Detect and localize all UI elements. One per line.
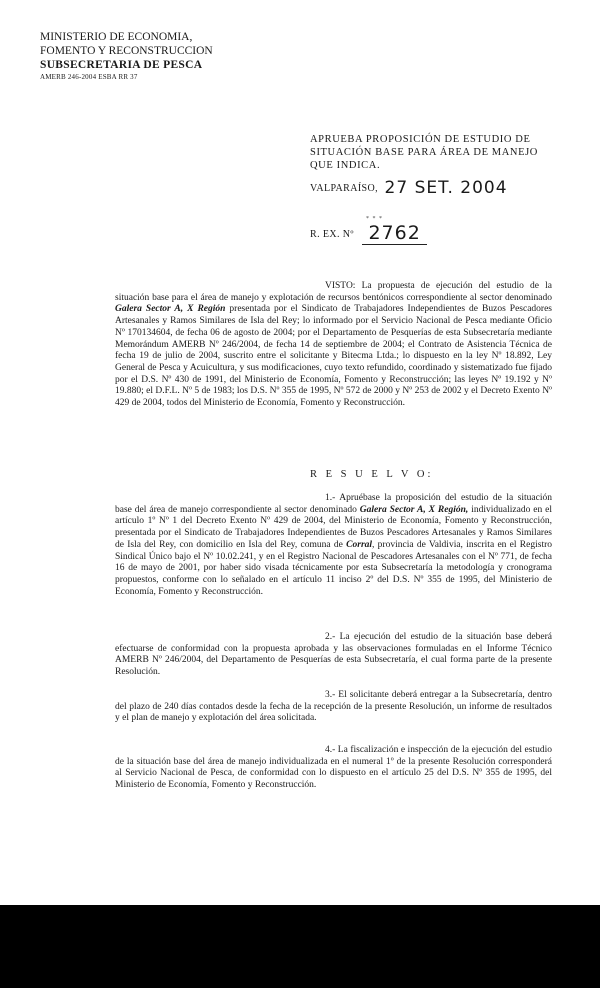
visto-sector-name: Galera Sector A, X Región bbox=[115, 304, 226, 315]
resolution-subject: APRUEBA PROPOSICIÓN DE ESTUDIO DE SITUACIÓN BASE PARA ÁREA DE MANEJO QUE INDICA. bbox=[310, 134, 538, 171]
ministry-name: MINISTERIO DE ECONOMIA, bbox=[40, 31, 193, 43]
resolution-item-4: 4.- La fiscalización e inspección de la ejecución del estudio de la situación base del área de manejo individualizada en el numeral 1º de la presente Resolución corresponderá al Servicio Nacional de Pesca, de conformidad con lo dispuesto en el artículo 25 del D.S. Nº 355 de 1995, del Ministerio de Economía, Fomento y Reconstrucción. bbox=[115, 745, 552, 791]
item-1-text-3: , provincia de Valdivia, inscrita en el Registro Sindical Único bajo el Nº 10.02.241, y en el Registro Nacional de Pescadores Artesanales con el Nº 771, de fecha 16 de mayo de 2001, por haber sido visada técnicamente por esta Subsecretaría la metodología y cronograma propuestos, conforme con lo señalado en el artículo 11 inciso 2º del D.S. Nº 355 de 1995, del Ministerio de Economía, Fomento y Reconstrucción. bbox=[115, 539, 552, 597]
scan-bottom-border bbox=[0, 905, 600, 988]
stamped-date: 27 SET. 2004 bbox=[384, 178, 508, 198]
visto-text-2: presentada por el Sindicato de Trabajadores Independientes de Buzos Pescadores Artesanales y Ramos Similares de Isla del Rey; lo informado por el Servicio Nacional de Pesca mediante Oficio Nº 170134604, de fecha 06 de agosto de 2004; por el Departamento de Pesquerías de esta Subsecretaría mediante Memorándum AMERB Nº 246/2004, de fecha 14 de septiembre de 2004; el Contrato de Asistencia Técnica de fecha 19 de julio de 2004, suscrito entre el solicitante y Bitecma Ltda.; lo dispuesto en la ley Nº 18.892, Ley General de Pesca y Acuicultura, y sus modificaciones, cuyo texto refundido, coordinado y sistematizado fue fijado por el D.S. Nº 430 de 1991, del Ministerio de Economía, Fomento y Reconstrucción; las leyes Nº 19.192 y Nº 19.880; el D.F.L. Nº 5 de 1983; los D.S. Nº 355 de 1995, Nº 572 de 2000 y Nº 253 de 2002 y el Decreto Exento Nº 429 de 2004, todos del Ministerio de Economía, Fomento y Reconstrucción. bbox=[115, 304, 552, 409]
place-date bbox=[310, 178, 508, 198]
item-1-comuna: Corral bbox=[346, 539, 373, 550]
place-name: VALPARAÍSO, bbox=[310, 183, 379, 194]
resolution-item-2: 2.- La ejecución del estudio de la situación base deberá efectuarse de conformidad con la propuesta aprobada y las observaciones formuladas en el Informe Técnico AMERB Nº 246/2004, del Departamento de Pesquerías de esta Subsecretaría, el cual forma parte de la presente Resolución. bbox=[115, 632, 552, 678]
subsecretaria-name: SUBSECRETARIA DE PESCA bbox=[40, 59, 203, 71]
file-reference: AMERB 246-2004 ESBA RR 37 bbox=[40, 73, 138, 81]
item-1-text-1: 1.- Apruébase la proposición del estudio de la situación base del área de manejo correspondiente al sector denominado bbox=[115, 493, 552, 515]
ministry-name-cont: FOMENTO Y RECONSTRUCCION bbox=[40, 45, 213, 57]
item-1-text-2: individualizado en el artículo 1º Nº 1 del Decreto Exento Nº 429 de 2004, del Ministerio de Economía, Fomento y Reconstrucción, presentada por el Sindicato de Trabajadores Independientes de Buzos Pescadores Artesanales y Ramos Similares de Isla del Rey, con domicilio en Isla del Rey, comuna de bbox=[115, 504, 553, 550]
stamp-mark: * * * bbox=[366, 216, 383, 222]
resuelvo-heading: R E S U E L V O: bbox=[310, 469, 434, 480]
item-1-sector-name: Galera Sector A, X Región, bbox=[359, 504, 469, 515]
ministry-header bbox=[40, 30, 230, 82]
resolution-number: 2762 bbox=[362, 222, 426, 245]
resolution-item-1 bbox=[115, 493, 552, 598]
visto-text-1: VISTO: La propuesta de ejecución del estudio de la situación base para el área de manejo y explotación de recursos bentónicos correspondiente al sector denominado bbox=[115, 281, 552, 303]
resolution-number-line bbox=[310, 216, 427, 245]
resolution-label: R. EX. Nº bbox=[310, 229, 354, 240]
visto-paragraph bbox=[115, 281, 552, 410]
resolution-item-3: 3.- El solicitante deberá entregar a la Subsecretaría, dentro del plazo de 240 días contados desde la fecha de la recepción de la presente Resolución, un informe de resultados y el plan de manejo y explotación del área solicitada. bbox=[115, 690, 552, 724]
